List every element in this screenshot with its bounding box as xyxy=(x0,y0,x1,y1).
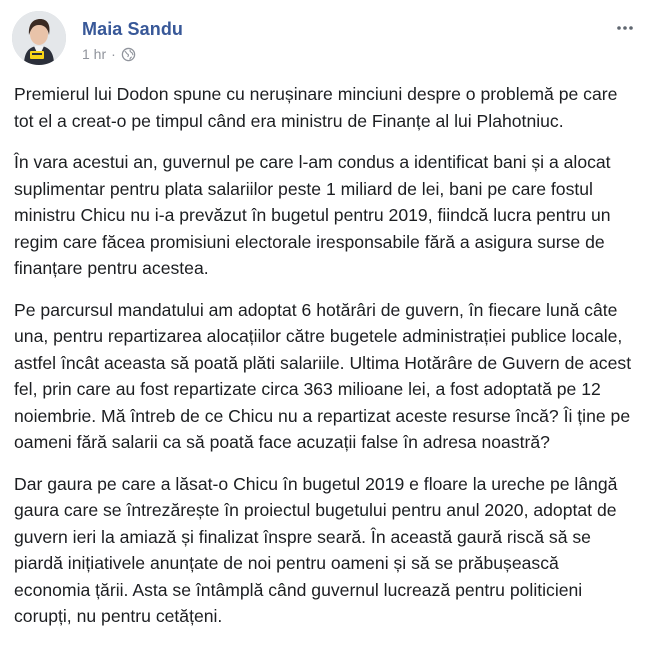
post-header xyxy=(12,11,638,71)
more-horizontal-icon[interactable] xyxy=(614,17,636,39)
author-name[interactable]: Maia Sandu xyxy=(82,19,184,39)
post-paragraph: Dar gaura pe care a lăsat-o Chicu în bugetul 2019 e floare la ureche pe lângă gaura care se întrezărește în proiectul bugetului pentru anul 2020, adoptat de guvern ieri la amiază și finalizat înspre seară. În această gaură riscă să se piardă inițiativele anunțate de noi pentru oameni și să se prăbușească economia țării. Asta se întâmplă când guvernul lucrează pentru politicieni corupți, nu pentru cetățeni. xyxy=(14,473,618,626)
globe-icon[interactable] xyxy=(121,47,136,62)
post-paragraph: În vara acestui an, guvernul pe care l-am condus a identificat bani și a alocat suplimentar pentru plata salariilor peste 1 miliard de lei, bani pe care fostul ministru Chicu nu i-a prevăzut în bugetul pentru 2019, fiindcă lucra pentru un regim care făcea promisiuni electorale iresponsabile fără a asigura surse de finanțare pentru acestea. xyxy=(14,152,611,278)
meta-separator: · xyxy=(111,46,116,62)
author-avatar[interactable] xyxy=(12,11,66,65)
post-timestamp[interactable]: 1 hr xyxy=(82,46,107,62)
post-body xyxy=(14,81,639,645)
post-paragraph: Premierul lui Dodon spune cu nerușinare minciuni despre o problemă pe care tot el a creat-o pe timpul când era ministru de Finanțe al lui Plahotniuc. xyxy=(14,84,618,131)
post-meta xyxy=(82,46,136,62)
post-paragraph: Pe parcursul mandatului am adoptat 6 hotărâri de guvern, în fiecare lună câte una, pentru repartizarea alocațiilor către bugetele administrației publice locale, astfel încât aceasta să poată plăti salariile. Ultima Hotărâre de Guvern de acest fel, prin care au fost repartizate circa 363 milioane lei, a fost adoptată pe 12 noiembrie. Mă întreb de ce Chicu nu a repartizat aceste resurse încă? Îi ține pe oameni fără salarii ca să poată face acuzații false în adresa noastră? xyxy=(14,299,632,452)
